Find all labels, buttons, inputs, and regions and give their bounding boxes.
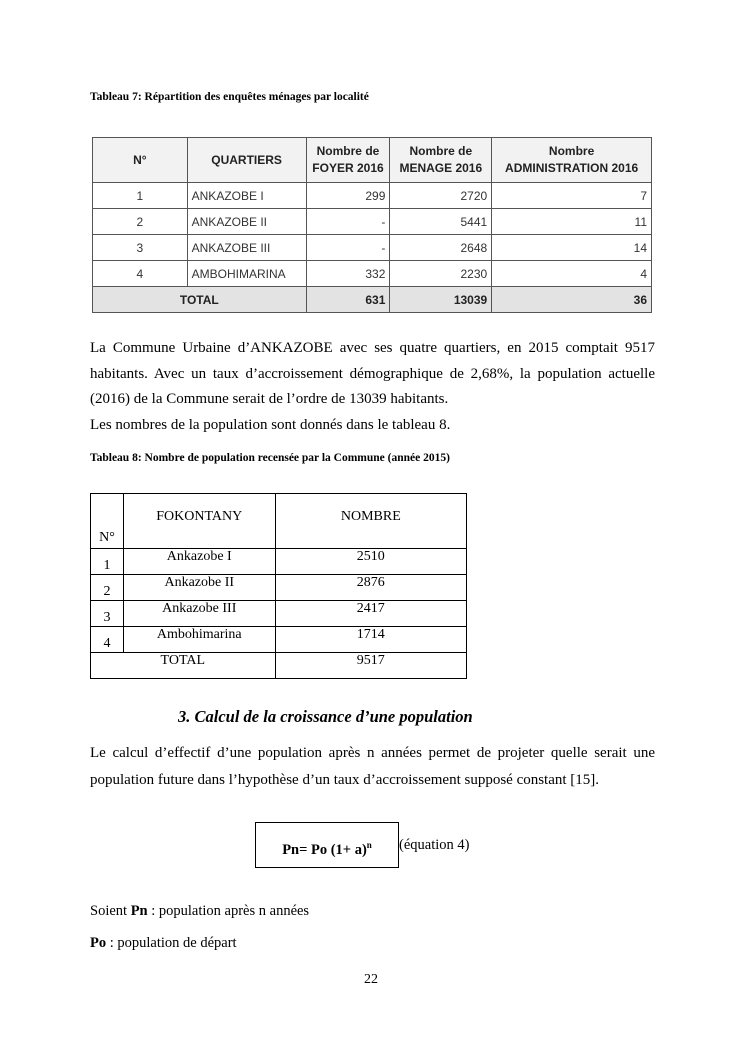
header-cell: QUARTIERS: [187, 138, 306, 183]
header-cell: Nombre ADMINISTRATION 2016: [492, 138, 652, 183]
cell: 13039: [390, 287, 492, 313]
cell: 631: [306, 287, 390, 313]
cell: Ankazobe III: [123, 601, 275, 627]
cell: 2417: [275, 601, 466, 627]
table-header-row: [93, 138, 652, 183]
cell: 1: [91, 549, 124, 575]
table7-caption: Tableau 7: Répartition des enquêtes ménages par localité: [90, 91, 369, 103]
cell: 5441: [390, 209, 492, 235]
header-cell: Nombre de FOYER 2016: [306, 138, 390, 183]
header-cell: N°: [91, 494, 124, 549]
cell: 4: [91, 627, 124, 653]
equation-exponent: n: [366, 840, 372, 850]
page-number: 22: [364, 972, 378, 987]
cell: 9517: [275, 653, 466, 679]
table8: [90, 493, 467, 679]
header-cell: FOKONTANY: [123, 494, 275, 549]
definition: [90, 935, 237, 952]
cell: 7: [492, 183, 652, 209]
paragraph: Le calcul d’effectif d’une population après n années permet de projeter quelle serait une population future dans l’hypothèse d’un taux d’accroissement supposé constant [15].: [90, 745, 655, 788]
paragraph: Les nombres de la population sont donnés dans le tableau 8.: [90, 417, 451, 433]
cell: ANKAZOBE III: [187, 235, 306, 261]
cell: -: [306, 209, 390, 235]
definition-term: Po: [90, 935, 107, 951]
cell: 1: [93, 183, 188, 209]
cell: 2510: [275, 549, 466, 575]
equation-base: Pn= Po (1+ a): [282, 841, 367, 858]
cell: 14: [492, 235, 652, 261]
header-cell: N°: [93, 138, 188, 183]
cell: -: [306, 235, 390, 261]
cell: AMBOHIMARINA: [187, 261, 306, 287]
header-cell: Nombre de MENAGE 2016: [390, 138, 492, 183]
table-header-row: [91, 494, 467, 549]
cell: TOTAL: [93, 287, 307, 313]
cell: 11: [492, 209, 652, 235]
table-row: [93, 183, 652, 209]
section-heading: 3. Calcul de la croissance d’une population: [178, 707, 473, 726]
cell: 3: [91, 601, 124, 627]
cell: Ambohimarina: [123, 627, 275, 653]
table-row: [93, 235, 652, 261]
header-cell: NOMBRE: [275, 494, 466, 549]
cell: 3: [93, 235, 188, 261]
table-row: [93, 209, 652, 235]
cell: ANKAZOBE II: [187, 209, 306, 235]
cell: 2230: [390, 261, 492, 287]
definition-text: : population après n années: [147, 903, 310, 919]
cell: 2648: [390, 235, 492, 261]
table8-caption: Tableau 8: Nombre de population recensée par la Commune (année 2015): [90, 452, 450, 464]
cell: 2720: [390, 183, 492, 209]
table-row: [91, 627, 467, 653]
table7: [92, 137, 652, 313]
cell: 2: [93, 209, 188, 235]
cell: Ankazobe II: [123, 575, 275, 601]
table-total-row: [93, 287, 652, 313]
cell: ANKAZOBE I: [187, 183, 306, 209]
cell: 2876: [275, 575, 466, 601]
table-total-row: [91, 653, 467, 679]
table-row: [91, 575, 467, 601]
cell: TOTAL: [91, 653, 276, 679]
equation-box: [255, 822, 399, 868]
definition-term: Pn: [130, 903, 148, 919]
equation-label: (équation 4): [399, 837, 470, 853]
cell: 299: [306, 183, 390, 209]
table-row: [91, 549, 467, 575]
cell: 2: [91, 575, 124, 601]
cell: 4: [492, 261, 652, 287]
cell: 36: [492, 287, 652, 313]
cell: 332: [306, 261, 390, 287]
definition: Soient Pn : population après n années: [90, 903, 310, 919]
paragraph: La Commune Urbaine d’ANKAZOBE avec ses quatre quartiers, en 2015 comptait 9517 habitants. Avec un taux d’accroissement démographique de 2,68%, la population actuelle (2016) de la Commune serait de l’ordre de 13039 habitants.: [90, 340, 655, 407]
table-row: [91, 601, 467, 627]
cell: 1714: [275, 627, 466, 653]
cell: 4: [93, 261, 188, 287]
table-row: [93, 261, 652, 287]
definition-text: : population de départ: [106, 935, 237, 951]
cell: Ankazobe I: [123, 549, 275, 575]
